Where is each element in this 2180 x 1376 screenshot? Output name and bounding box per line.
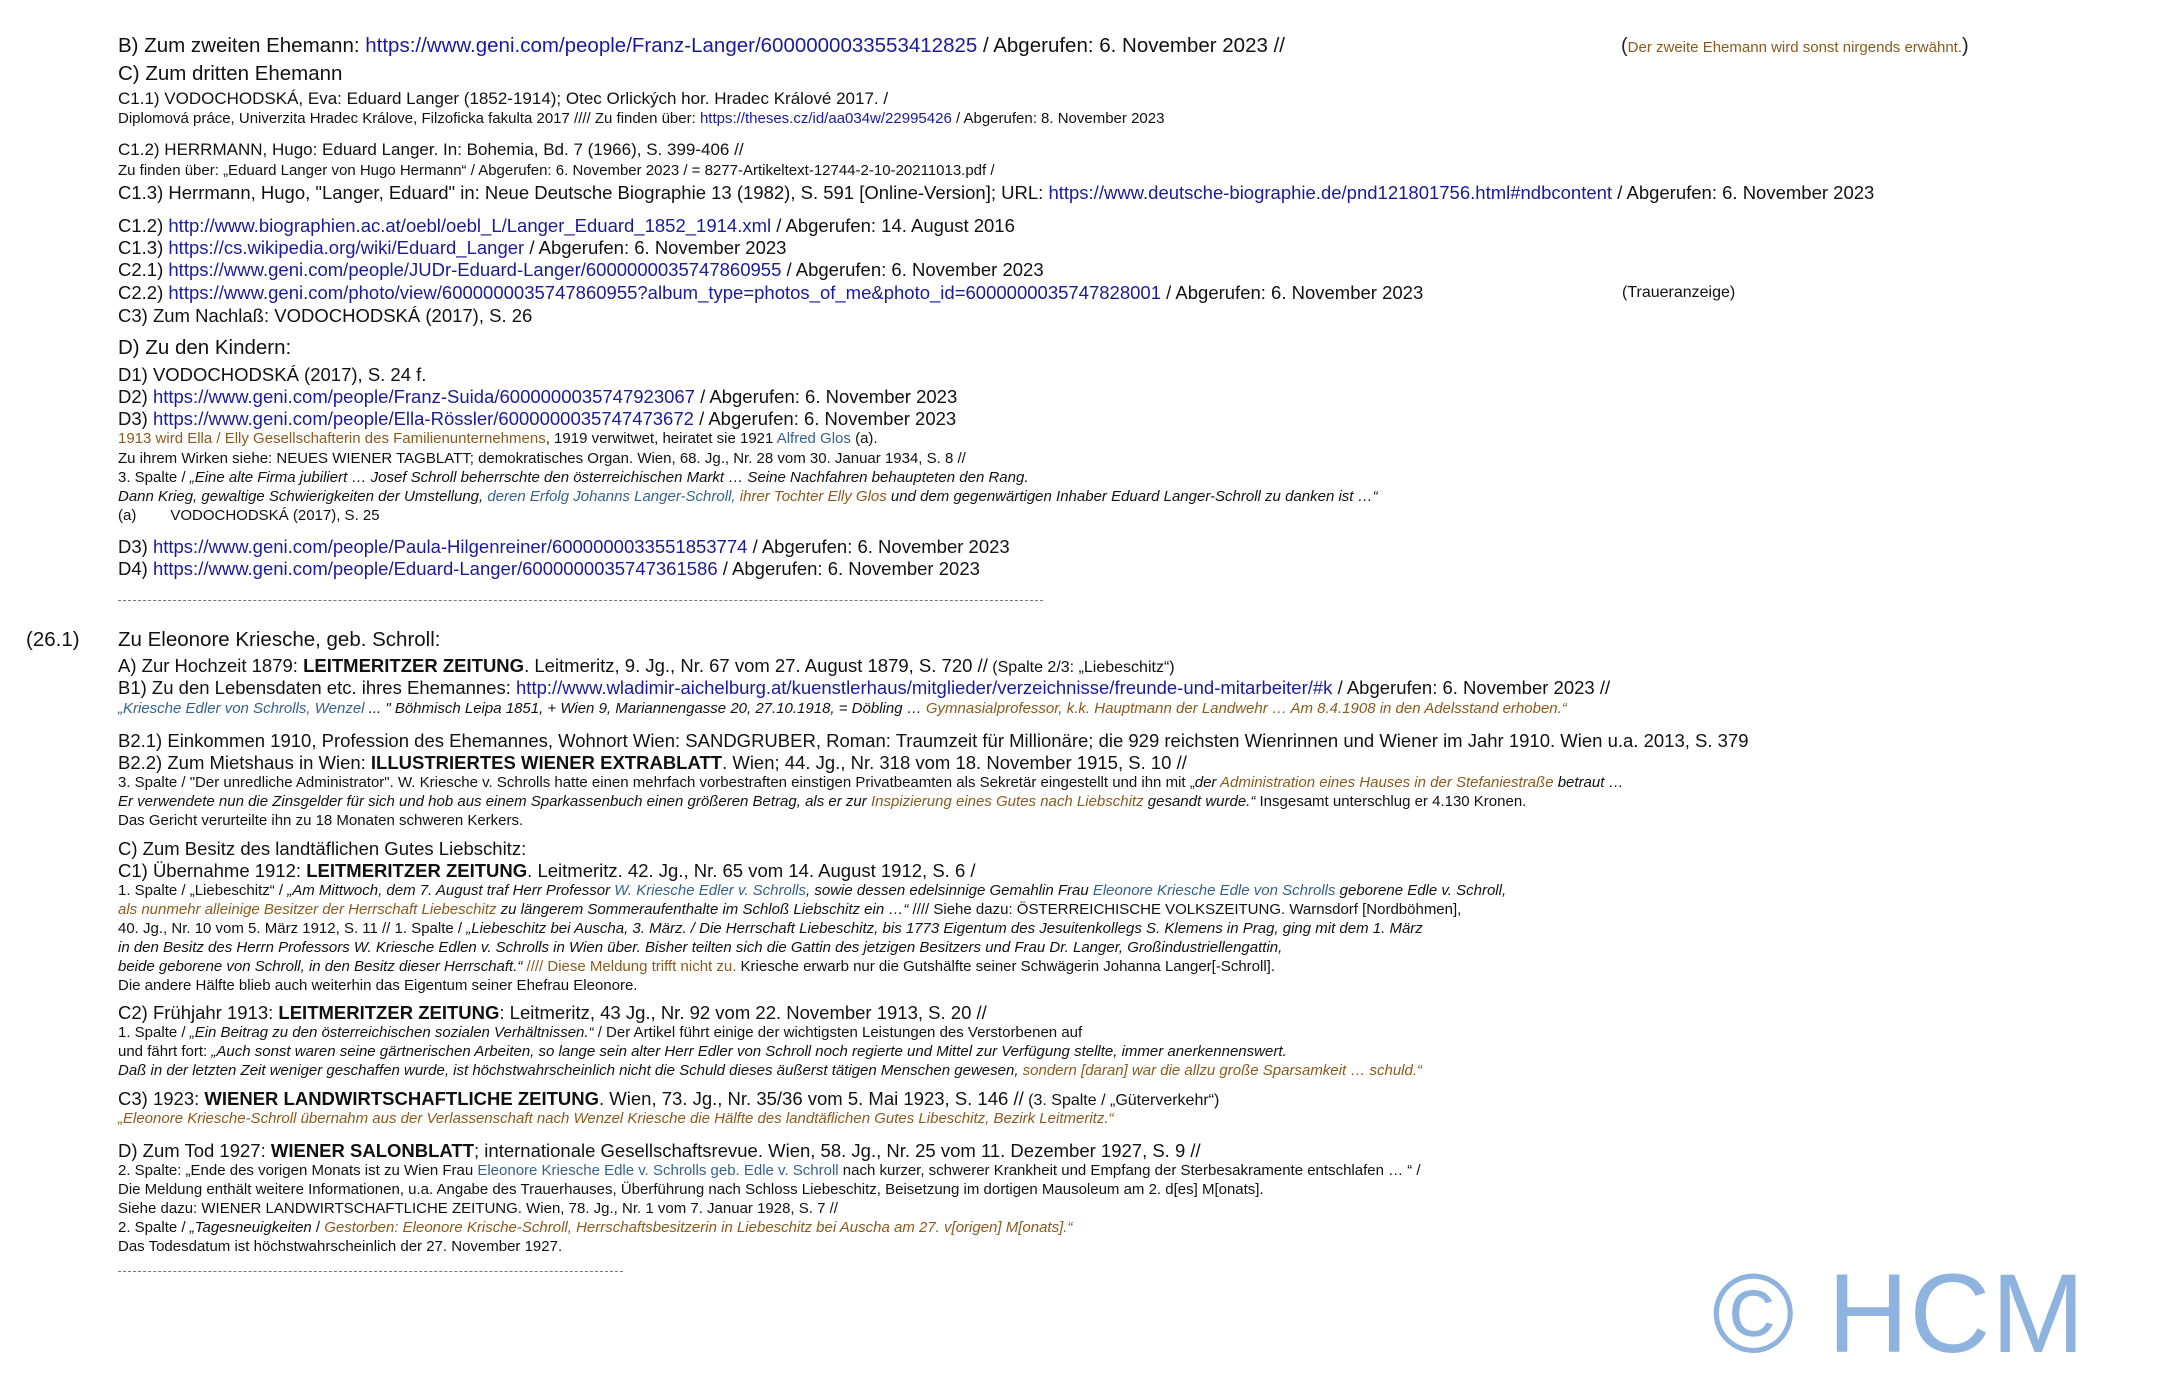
ella-line (118, 430, 878, 447)
c21-line (118, 259, 1044, 281)
text: Administration eines Hauses in der Stefaniestraße (1220, 774, 1554, 791)
text: C2) Frühjahr 1913: (118, 1002, 279, 1023)
text: „Ein Beitrag zu den österreichischen sozialen Verhältnissen.“ (189, 1024, 594, 1041)
text: zu längerem Sommeraufenthalte im Schloß Liebschitz ein …“ (496, 901, 909, 918)
text: 3. Spalte / "Der unredliche Administrator". W. Kriesche v. Schrolls hatte einen mehrfach vorbestraften einstigen Privatbeamten als Sekretär eingestellt und ihn mit „ (118, 774, 1195, 791)
text: Inspizierung eines Gutes nach Liebschitz (870, 793, 1144, 810)
c13-line (118, 182, 1874, 204)
text: 1913 wird Ella / Elly Gesellschafterin des Familienunternehmens (118, 430, 546, 447)
text: / Der Artikel führt einige der wichtigsten Leistungen des Verstorbenen auf (593, 1024, 1083, 1041)
text: B1) Zu den Lebensdaten etc. ihres Ehemannes: (118, 677, 517, 698)
text: C2.2) (118, 282, 169, 303)
text: C1) Übernahme 1912: (118, 860, 307, 881)
text: der (1194, 774, 1221, 791)
d-heading: D) Zu den Kindern: (118, 336, 292, 359)
s-b22-line (118, 752, 1187, 774)
text: D) Zum Tod 1927: (118, 1140, 271, 1161)
deutsche-biographie-link[interactable]: https://www.deutsche-biographie.de/pnd121801756.html#ndbcontent (1048, 182, 1613, 203)
text: //// Diese Meldung trifft nicht zu. (522, 958, 737, 975)
text: / Abgerufen: 8. November 2023 (951, 110, 1165, 127)
side-note-second-husband (1621, 35, 1969, 58)
text: C1.2) (118, 215, 169, 236)
text: 1. Spalte / „Liebeschitz“ / (118, 882, 288, 899)
text: / Abgerufen: 6. November 2023 (747, 536, 1010, 557)
s-c2-s3 (118, 1062, 1422, 1079)
text: B2.2) Zum Mietshaus in Wien: (118, 752, 371, 773)
tagblatt-line: Zu ihrem Wirken siehe: NEUES WIENER TAGBLATT; demokratisches Organ. Wien, 68. Jg., Nr. 28 vom 30. Januar 1934, S. 8 // (118, 450, 966, 467)
text: nach kurzer, schwerer Krankheit und Empfang der Sterbesakramente entschlafen … “ / (838, 1162, 1421, 1179)
section-number: (26.1) (26, 628, 80, 651)
text: //// Siehe dazu: ÖSTERREICHISCHE VOLKSZEITUNG. Warnsdorf [Nordböhmen], (908, 901, 1462, 918)
text: „Am Mittwoch, dem 7. August traf Herr Professor (287, 882, 615, 899)
s-b21-line: B2.1) Einkommen 1910, Profession des Ehemannes, Wohnort Wien: SANDGRUBER, Roman: Traumzeit für Millionäre; die 929 reichsten Wienrinnen und Wiener im Jahr 1910. Wien u.a. 2013, S. 379 (118, 730, 1749, 751)
text: D3) (118, 408, 153, 429)
text: / (311, 1219, 325, 1236)
text: Alfred Glos (776, 430, 851, 447)
s-d-s4 (118, 1219, 1072, 1236)
spalte3-line (118, 469, 1029, 486)
text: LEITMERITZER ZEITUNG (303, 655, 525, 676)
s-c2-line (118, 1002, 987, 1024)
c12-line: C1.2) HERRMANN, Hugo: Eduard Langer. In: Bohemia, Bd. 7 (1966), S. 399-406 // (118, 140, 744, 159)
text: 2. Spalte: „Ende des vorigen Monats ist zu Wien Frau (118, 1162, 478, 1179)
theses-link[interactable]: https://theses.cz/id/aa034w/22995426 (699, 110, 952, 127)
separator-line (118, 600, 1043, 601)
paren: ( (1621, 35, 1628, 57)
text: LEITMERITZER ZEITUNG (278, 1002, 500, 1023)
s-d-s3: Siehe dazu: WIENER LANDWIRTSCHAFTLICHE ZEITUNG. Wien, 78. Jg., Nr. 1 vom 7. Januar 1928, S. 7 // (118, 1200, 838, 1217)
text: C1.3) Herrmann, Hugo, "Langer, Eduard" in: Neue Deutsche Biographie 13 (1982), S. 591 [Online-Version]; URL: (118, 182, 1049, 203)
note-text: Der zweite Ehemann wird sonst nirgends erwähnt. (1627, 39, 1963, 56)
text: Dann Krieg, gewaltige Schwierigkeiten der Umstellung, (118, 488, 488, 505)
text: (3. Spalte / „Güterverkehr“) (1023, 1092, 1220, 1109)
text: sondern [daran] war die allzu große Sparsamkeit … schuld.“ (1022, 1062, 1423, 1079)
geni-link-eduard-langer[interactable]: https://www.geni.com/people/JUDr-Eduard-Langer/6000000035747860955 (168, 259, 782, 280)
text: ; internationale Gesellschaftsrevue. Wien, 58. Jg., Nr. 25 vom 11. Dezember 1927, S. 9 // (474, 1140, 1201, 1161)
c12b-line (118, 215, 1015, 237)
text: D2) (118, 386, 153, 407)
text: / Abgerufen: 6. November 2023 (694, 386, 958, 407)
text: beide geborene von Schroll, in den Besitz dieser Herrschaft.“ (118, 958, 523, 975)
copyright-watermark: © HCM (1712, 1251, 2086, 1376)
text: , 1919 verwitwet, heiratet sie 1921 (545, 430, 777, 447)
c22-line (118, 282, 1423, 304)
s-b22-s2 (118, 793, 1526, 810)
text: (a) (118, 507, 137, 524)
text: Gestorben: Eleonore Krische-Schroll, Herrschaftsbesitzerin in Liebeschitz bei Auscha am 27. v[origen] M[onats].“ (324, 1219, 1073, 1236)
text: C1.3) (118, 237, 169, 258)
text: (a). (850, 430, 878, 447)
text: als nunmehr alleinige Besitzer der Herrschaft Liebeschitz (118, 901, 497, 918)
c-heading: C) Zum dritten Ehemann (118, 62, 343, 85)
s-b1-quote (118, 700, 1567, 717)
text: (Spalte 2/3: „Liebeschitz“) (987, 659, 1175, 676)
s-c2-s2 (118, 1043, 1287, 1060)
biographien-link[interactable]: http://www.biographien.ac.at/oebl/oebl_L/Langer_Eduard_1852_1914.xml (168, 215, 772, 236)
text: / Abgerufen: 6. November 2023 // (1332, 677, 1611, 698)
text: VODOCHODSKÁ (2017), S. 25 (170, 507, 380, 524)
s-c1-s1 (118, 882, 1506, 899)
text: . Wien; 44. Jg., Nr. 318 vom 18. November 1915, S. 10 // (722, 752, 1187, 773)
c11-line: C1.1) VODOCHODSKÁ, Eva: Eduard Langer (1852-1914); Otec Orlických hor. Hradec Králové 2017. / (118, 89, 889, 108)
text: / Abgerufen: 6. November 2023 (717, 558, 980, 579)
text: Eleonore Kriesche Edle v. Schrolls geb. Edle v. Schroll (477, 1162, 839, 1179)
geni-link-franz-suida[interactable]: https://www.geni.com/people/Franz-Suida/6000000035747923067 (152, 386, 695, 407)
text: D3) (118, 536, 153, 557)
d1-line: D1) VODOCHODSKÁ (2017), S. 24 f. (118, 364, 427, 385)
geni-link-ella-roessler[interactable]: https://www.geni.com/people/Ella-Rössler/6000000035747473672 (152, 408, 694, 429)
text: und dem gegenwärtigen Inhaber Eduard Langer-Schroll zu danken ist …“ (886, 488, 1378, 505)
b-second-husband-line (118, 34, 1285, 58)
text: WIENER LANDWIRTSCHAFTLICHE ZEITUNG (204, 1088, 600, 1109)
s-c1-s2 (118, 901, 1461, 918)
text: deren Erfolg Johanns Langer-Schroll, (487, 488, 740, 505)
c3-line: C3) Zum Nachlaß: VODOCHODSKÁ (2017), S. 26 (118, 305, 533, 326)
d3-line (118, 408, 956, 430)
text: „Liebeschitz bei Auscha, 3. März. / Die Herrschaft Liebeschitz, bis 1773 Eigentum des Jesuitenkollegs S. Klemens in Prag, ging mit dem 1. März (466, 920, 1423, 937)
section-heading: Zu Eleonore Kriesche, geb. Schroll: (118, 628, 441, 651)
text: / Abgerufen: 6. November 2023 (781, 259, 1044, 280)
text: / Abgerufen: 6. November 2023 (524, 237, 787, 258)
text: 1. Spalte / (118, 1024, 190, 1041)
d2-line (118, 386, 957, 408)
c11-sub-line (118, 110, 1164, 127)
wikipedia-link[interactable]: https://cs.wikipedia.org/wiki/Eduard_Langer (168, 237, 525, 258)
text: / Abgerufen: 6. November 2023 // (977, 34, 1285, 57)
text: A) Zur Hochzeit 1879: (118, 655, 304, 676)
s-c3-line (118, 1088, 1219, 1110)
text: Diplomová práce, Univerzita Hradec Králove, Filzoficka fakulta 2017 //// Zu finden über: (118, 110, 700, 127)
text: gesandt wurde.“ (1143, 793, 1256, 810)
text: / Abgerufen: 6. November 2023 (1161, 282, 1424, 303)
text: „Tagesneuigkeiten (189, 1219, 312, 1236)
text: WIENER SALONBLATT (270, 1140, 475, 1161)
s-c1-line (118, 860, 976, 882)
s-c1-s3 (118, 920, 1423, 937)
text: geborene Edle v. Schroll, (1335, 882, 1507, 899)
s-c-heading: C) Zum Besitz des landtäflichen Gutes Liebschitz: (118, 838, 527, 859)
text: 3. Spalte / (118, 469, 190, 486)
text: betraut … (1553, 774, 1624, 791)
text: Daß in der letzten Zeit weniger geschaffen wurde, ist höchstwahrscheinlich nicht die Schuld dieses äußerst tätigen Menschen gewesen, (118, 1062, 1023, 1079)
paren: ) (1962, 35, 1969, 57)
text: , sowie dessen edelsinnige Gemahlin Frau (806, 882, 1093, 899)
c13b-line (118, 237, 786, 259)
footnote-a (118, 507, 380, 524)
s-b1-line (118, 677, 1610, 699)
geni-link-franz-langer[interactable]: https://www.geni.com/people/Franz-Langer/6000000033553412825 (365, 34, 978, 57)
s-c1-s6: Die andere Hälfte blieb auch weiterhin das Eigentum seiner Ehefrau Eleonore. (118, 977, 638, 994)
s-b22-s3: Das Gericht verurteilte ihn zu 18 Monaten schweren Kerkers. (118, 812, 524, 829)
geni-photo-link[interactable]: https://www.geni.com/photo/view/6000000035747860955?album_type=photos_of_me&photo_id=6000000035747828001 (168, 282, 1161, 303)
s-d-s2: Die Meldung enthält weitere Informationen, u.a. Angabe des Trauerhauses, Überführung nach Schloss Liebeschitz, Beisetzung im dortigen Mausoleum am 2. d[es] M[onats]. (118, 1181, 1264, 1198)
text: C2.1) (118, 259, 169, 280)
text: ihrer Tochter Elly Glos (739, 488, 887, 505)
text: W. Kriesche Edler v. Schrolls (614, 882, 807, 899)
text: „Kriesche Edler von Schrolls, Wenzel (118, 700, 365, 717)
s-d-s5: Das Todesdatum ist höchstwahrscheinlich der 27. November 1927. (118, 1238, 563, 1255)
text: . Leitmeritz. 42. Jg., Nr. 65 vom 14. August 1912, S. 6 / (527, 860, 976, 881)
text: Insgesamt unterschlug er 4.130 Kronen. (1255, 793, 1527, 810)
geni-link-eduard-langer-jr[interactable]: https://www.geni.com/people/Eduard-Langer/6000000035747361586 (152, 558, 718, 579)
s-c2-s1 (118, 1024, 1082, 1041)
text: C3) 1923: (118, 1088, 205, 1109)
s-a-line (118, 655, 1175, 677)
text: Er verwendete nun die Zinsgelder für sich und hob aus einem Sparkassenbuch einen größeren Betrag, als er zur (118, 793, 871, 810)
text: und fährt fort: (118, 1043, 212, 1060)
text: ILLUSTRIERTES WIENER EXTRABLATT (370, 752, 723, 773)
text: B) Zum zweiten Ehemann: (118, 34, 366, 57)
aichelburg-link[interactable]: http://www.wladimir-aichelburg.at/kuenstlerhaus/mitglieder/verzeichnisse/freunde-und-mitarbeiter/#k (516, 677, 1333, 698)
text: / Abgerufen: 14. August 2016 (771, 215, 1015, 236)
text: 40. Jg., Nr. 10 vom 5. März 1912, S. 11 // 1. Spalte / (118, 920, 467, 937)
d3b-line (118, 536, 1010, 558)
text: „Eine alte Firma jubiliert … Josef Schroll beherrschte den österreichischen Markt … Seine Nachfahren behaupteten den Rang. (189, 469, 1029, 486)
text: ... " Böhmisch Leipa 1851, + Wien 9, Mariannengasse 20, 27.10.1918, = Döbling … (364, 700, 926, 717)
geni-link-paula-hilgenreiner[interactable]: https://www.geni.com/people/Paula-Hilgenreiner/6000000033551853774 (152, 536, 748, 557)
text: LEITMERITZER ZEITUNG (306, 860, 528, 881)
text: . Wien, 73. Jg., Nr. 35/36 vom 5. Mai 1923, S. 146 // (599, 1088, 1024, 1109)
text: : Leitmeritz, 43 Jg., Nr. 92 vom 22. November 1913, S. 20 // (499, 1002, 987, 1023)
text: Gymnasialprofessor, k.k. Hauptmann der Landwehr … Am 8.4.1908 in den Adelsstand erhoben.“ (925, 700, 1567, 717)
text: D4) (118, 558, 153, 579)
traueranzeige-note: (Traueranzeige) (1622, 284, 1736, 301)
text: . Leitmeritz, 9. Jg., Nr. 67 vom 27. August 1879, S. 720 // (524, 655, 988, 676)
separator-line-bottom (118, 1271, 623, 1272)
d4-line (118, 558, 980, 580)
s-d-s1 (118, 1162, 1421, 1179)
text: / Abgerufen: 6. November 2023 (1612, 182, 1875, 203)
s-c3-s1: „Eleonore Kriesche-Schroll übernahm aus der Verlassenschaft nach Wenzel Kriesche die Hälfte des landtäflichen Gutes Libeschitz, Bezirk Leitmeritz.“ (118, 1110, 1114, 1127)
text: Eleonore Kriesche Edle von Schrolls (1092, 882, 1336, 899)
s-b22-s1 (118, 774, 1624, 791)
text: Kriesche erwarb nur die Gutshälfte seiner Schwägerin Johanna Langer[-Schroll]. (736, 958, 1275, 975)
text: 2. Spalte / (118, 1219, 190, 1236)
s-c1-s4: in den Besitz des Herrn Professors W. Kriesche Edlen v. Schrolls in Wien über. Bisher teilten sich die Gattin des jetzigen Besitzers und Frau Dr. Langer, Großindustriellengattin, (118, 939, 1283, 956)
s-d-line (118, 1140, 1201, 1162)
krieg-line (118, 488, 1378, 505)
text: / Abgerufen: 6. November 2023 (693, 408, 957, 429)
s-c1-s5 (118, 958, 1275, 975)
c12-sub-line: Zu finden über: „Eduard Langer von Hugo Hermann“ / Abgerufen: 6. November 2023 / = 8277-Artikeltext-12744-2-10-20211013.pdf / (118, 162, 995, 179)
text: „Auch sonst waren seine gärtnerischen Arbeiten, so lange sein alter Herr Edler von Schroll noch regierte und Mittel zur Verfügung stellte, immer anerkennenswert. (211, 1043, 1287, 1060)
